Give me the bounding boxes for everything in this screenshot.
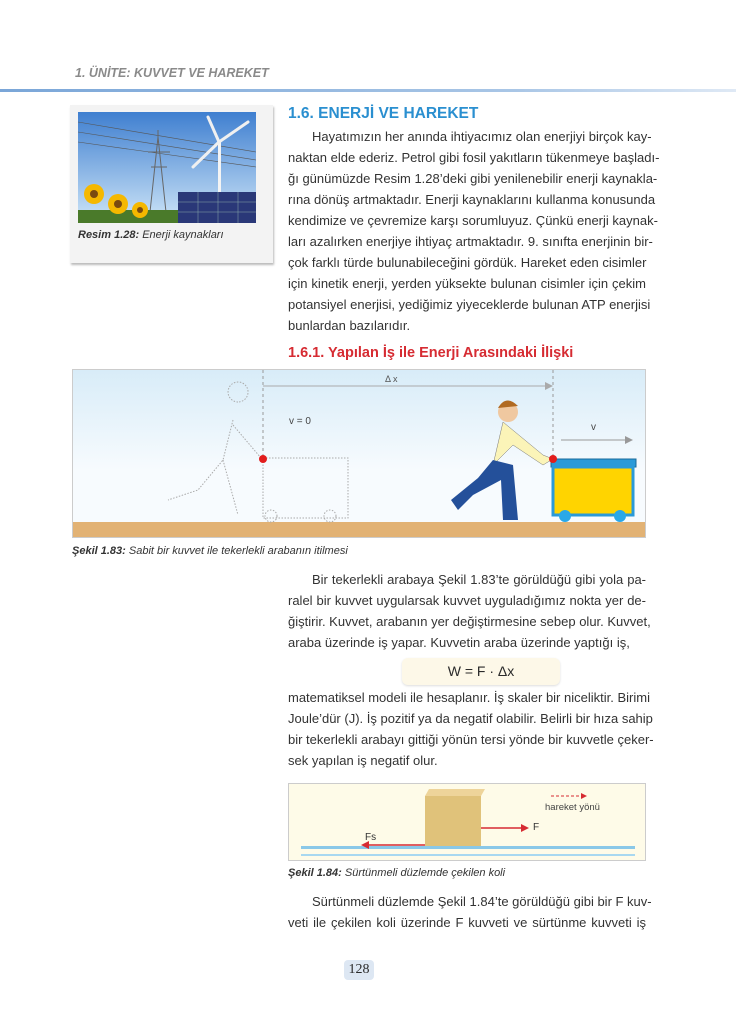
text-line: matematiksel modeli ile hesaplanır. İş skaler bir niceliktir. Birimi [288,690,650,705]
text-line: ları azalırken enerjiye ihtiyaç artmaktadır. 9. sınıfta enerjinin bir- [288,234,653,249]
text-line: potansiyel enerjisi, yediğimiz yiyeceklerde bulunan ATP enerjisi [288,297,651,312]
text-line: sek yapılan iş negatif olur. [288,753,438,768]
figure-caption [78,229,224,241]
motion-direction-label: hareket yönü [545,802,600,813]
text-line: bir tekerlekli arabayı gittiği yönün tersi yönde bir kuvvetle çeker- [288,732,654,747]
text-line: veti ile çekilen koli üzerinde F kuvveti ve sürtünme kuvveti iş [288,915,646,930]
figure-1-84 [288,783,646,861]
displacement-label: Δ x [385,374,398,384]
text-line: Joule’dür (J). İş pozitif ya da negatif olabilir. Belirli bir hıza sahip [288,711,653,726]
velocity-label: v [591,422,596,433]
text-line: araba üzerinde iş yapar. Kuvvetin araba üzerinde yaptığı iş, [288,635,630,650]
work-formula: W = F · Δx [402,658,560,685]
figure-caption [72,545,348,557]
force-label: F [533,822,540,833]
energy-sources-photo [78,112,256,223]
header-divider [0,89,736,92]
page-number: 128 [344,960,374,980]
section-title: 1.6. ENERJİ VE HAREKET [288,105,479,122]
text-line: için kinetik enerji, yerden yüksekte bulunan cisimler için çekim [288,276,646,291]
text-line: kendimize ve çevremize karşı sorumluyuz. Çünkü enerji kaynak- [288,213,658,228]
subsection-title: 1.6.1. Yapılan İş ile Enerji Arasındaki İlişki [288,345,574,361]
text-line: bunlardan bazılarıdır. [288,318,411,333]
figure-1-83 [72,369,646,538]
paragraph-work-model [288,687,654,771]
paragraph-work [288,569,651,653]
paragraph-intro [288,126,660,336]
text-line: çok farklı türde bulunabileceğini gördük. Hareket eden cisimler [288,255,647,270]
figure-caption [288,867,505,879]
initial-velocity-label: v = 0 [289,416,311,427]
figure-resim-1-28 [70,105,273,263]
caption-label: Şekil 1.83: [72,545,126,557]
caption-text: Enerji kaynakları [139,229,224,241]
caption-text: Sürtünmeli düzlemde çekilen koli [341,867,506,879]
caption-text: Sabit bir kuvvet ile tekerlekli arabanın itilmesi [125,545,348,557]
text-line: ğiştirir. Kuvvet, arabanın yer değiştirmesine sebep olur. Kuvvet, [288,614,651,629]
text-line: Bir tekerlekli arabaya Şekil 1.83’te görüldüğü gibi yola pa- [312,572,646,587]
text-line: Sürtünmeli düzlemde Şekil 1.84’te görüldüğü gibi bir F kuv- [312,894,652,909]
text-line: Hayatımızın her anında ihtiyacımız olan enerjiyi birçok kay- [312,129,652,144]
text-line: rına dönüş artmaktadır. Enerji kaynaklarını kullanma konusunda [288,192,656,207]
friction-force-label: Fs [365,832,377,843]
text-line: ralel bir kuvvet uygularsak kuvvet uyguladığımız nokta yer de- [288,593,646,608]
caption-label: Resim 1.28: [78,229,140,241]
text-line: naktan elde ederiz. Petrol gibi fosil yakıtların tükenmeye başladı- [288,150,660,165]
text-line: ğı günümüzde Resim 1.28’deki gibi yenilenebilir enerji kaynakla- [288,171,658,186]
unit-header: 1. ÜNİTE: KUVVET VE HAREKET [75,66,269,80]
caption-label: Şekil 1.84: [288,867,342,879]
paragraph-friction [288,891,652,933]
